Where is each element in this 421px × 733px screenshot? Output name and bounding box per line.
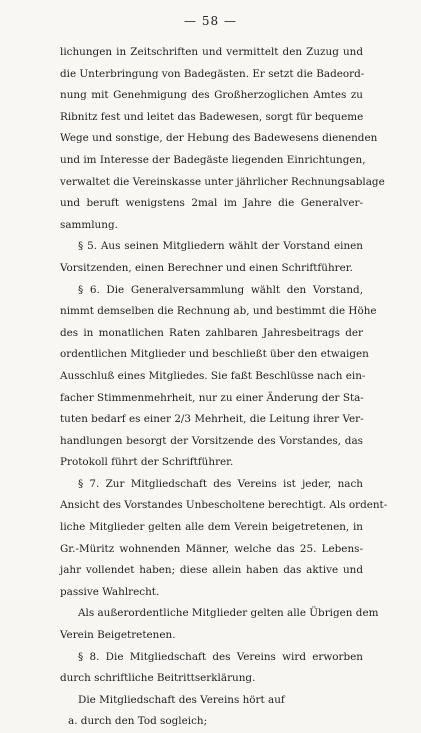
text-line: nung mit Genehmigung des Großherzoglichen Amtes zu xyxy=(60,89,363,102)
text-line: die Unterbringung von Badegästen. Er setzt die Badeord- xyxy=(60,67,365,80)
text-line: § 7. Zur Mitgliedschaft des Vereins ist jeder, nach xyxy=(78,477,363,490)
body-text xyxy=(60,42,388,733)
text-line: § 6. Die Generalversammlung wählt den Vorstand, xyxy=(78,283,363,296)
text-line: Ribnitz fest und leitet das Badewesen, sorgt für bequeme xyxy=(60,110,364,123)
text-line: a. durch den Tod sogleich; xyxy=(68,715,208,728)
text-line: und beruft wenigstens 2mal im Jahre die Generalver- xyxy=(60,197,363,210)
text-line: ordentlichen Mitglieder und beschließt über den etwaigen xyxy=(60,348,369,361)
text-line: durch schriftliche Beitrittserklärung. xyxy=(60,672,256,685)
text-line: § 5. Aus seinen Mitgliedern wählt der Vorstand einen xyxy=(78,240,363,253)
text-line: Die Mitgliedschaft des Vereins hört auf xyxy=(78,693,285,706)
text-line: Protokoll führt der Schriftführer. xyxy=(60,456,234,469)
text-line: jahr vollendet haben; diese allein haben das aktive und xyxy=(60,564,363,577)
text-line: Wege und sonstige, der Hebung des Badewesens dienenden xyxy=(60,132,378,145)
text-line: sammlung. xyxy=(60,218,118,231)
text-line: des in monatlichen Raten zahlbaren Jahresbeitrags der xyxy=(60,326,363,339)
text-line: Als außerordentliche Mitglieder gelten alle Übrigen dem xyxy=(78,607,379,620)
page-number: — 58 — xyxy=(184,14,237,28)
text-line: passive Wahlrecht. xyxy=(60,585,160,598)
text-line: Verein Beigetretenen. xyxy=(60,629,176,642)
text-line: nimmt demselben die Rechnung ab, und bestimmt die Höhe xyxy=(60,305,377,318)
text-line: liche Mitglieder gelten alle dem Verein beigetretenen, in xyxy=(60,521,363,534)
text-line: tuten bedarf es einer 2/3 Mehrheit, die Leitung ihrer Ver- xyxy=(60,413,364,426)
text-line: Vorsitzenden, einen Berechner und einen Schriftführer. xyxy=(60,261,353,274)
text-line: facher Stimmenmehrheit, nur zu einer Änderung der Sta- xyxy=(60,391,364,404)
text-line: handlungen besorgt der Vorsitzende des Vorstandes, das xyxy=(60,434,363,447)
text-line: § 8. Die Mitgliedschaft des Vereins wird erworben xyxy=(78,650,363,663)
text-line: lichungen in Zeitschriften und vermittelt den Zuzug und xyxy=(60,46,363,58)
text-line: Ausschluß eines Mitgliedes. Sie faßt Beschlüsse nach ein- xyxy=(60,369,366,382)
text-line: verwaltet die Vereinskasse unter jährlicher Rechnungsablage xyxy=(60,175,385,188)
text-line: Gr.-Müritz wohnenden Männer, welche das 25. Lebens- xyxy=(60,542,363,555)
text-line: und im Interesse der Badegäste liegenden Einrichtungen, xyxy=(60,153,366,166)
text-line: Ansicht des Vorstandes Unbescholtene berechtigt. Als ordent- xyxy=(60,499,388,512)
